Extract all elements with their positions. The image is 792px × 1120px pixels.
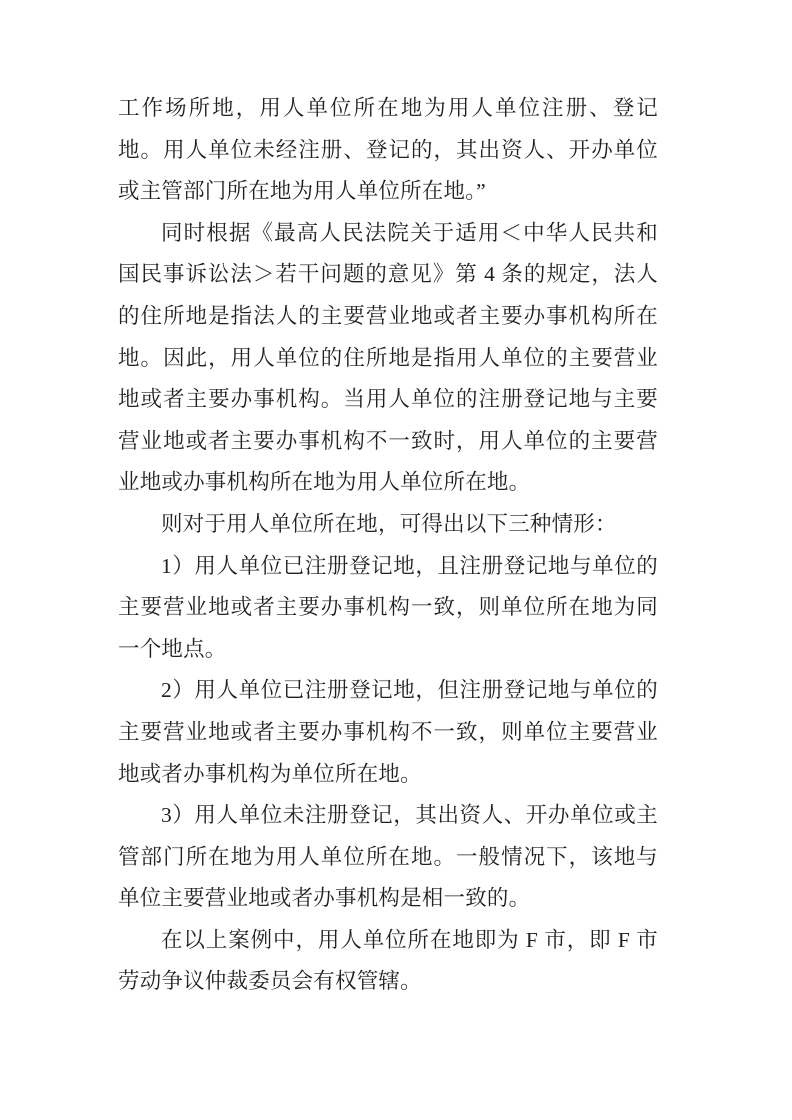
paragraph: 在以上案例中，用人单位所在地即为 F 市，即 F 市劳动争议仲裁委员会有权管辖。: [118, 927, 658, 994]
list-item-1: 1）用人单位已注册登记地，且注册登记地与单位的主要营业地或者主要办事机构一致，则单位所在地为同一个地点。: [118, 553, 658, 661]
paragraph-continuation: 工作场所地，用人单位所在地为用人单位注册、登记地。用人单位未经注册、登记的，其出资人、开办单位或主管部门所在地为用人单位所在地。”: [118, 96, 658, 204]
list-item-2: 2）用人单位已注册登记地，但注册登记地与单位的主要营业地或者主要办事机构不一致，则单位主要营业地或者办事机构为单位所在地。: [118, 678, 658, 786]
paragraph: 则对于用人单位所在地，可得出以下三种情形：: [161, 511, 617, 536]
list-item-3: 3）用人单位未注册登记，其出资人、开办单位或主管部门所在地为用人单位所在地。一般情况下，该地与单位主要营业地或者办事机构是相一致的。: [118, 803, 658, 911]
document-text-block: [118, 88, 658, 1003]
paragraph: 同时根据《最高人民法院关于适用＜中华人民共和国民事诉讼法＞若干问题的意见》第 4 条的规定，法人的住所地是指法人的主要营业地或者主要办事机构所在地。因此，用人单位的住所地是指用人单位的主要营业地或者主要办事机构。当用人单位的注册登记地与主要营业地或者主要办事机构不一致时，用人单位的主要营业地或办事机构所在地为用人单位所在地。: [118, 220, 658, 495]
